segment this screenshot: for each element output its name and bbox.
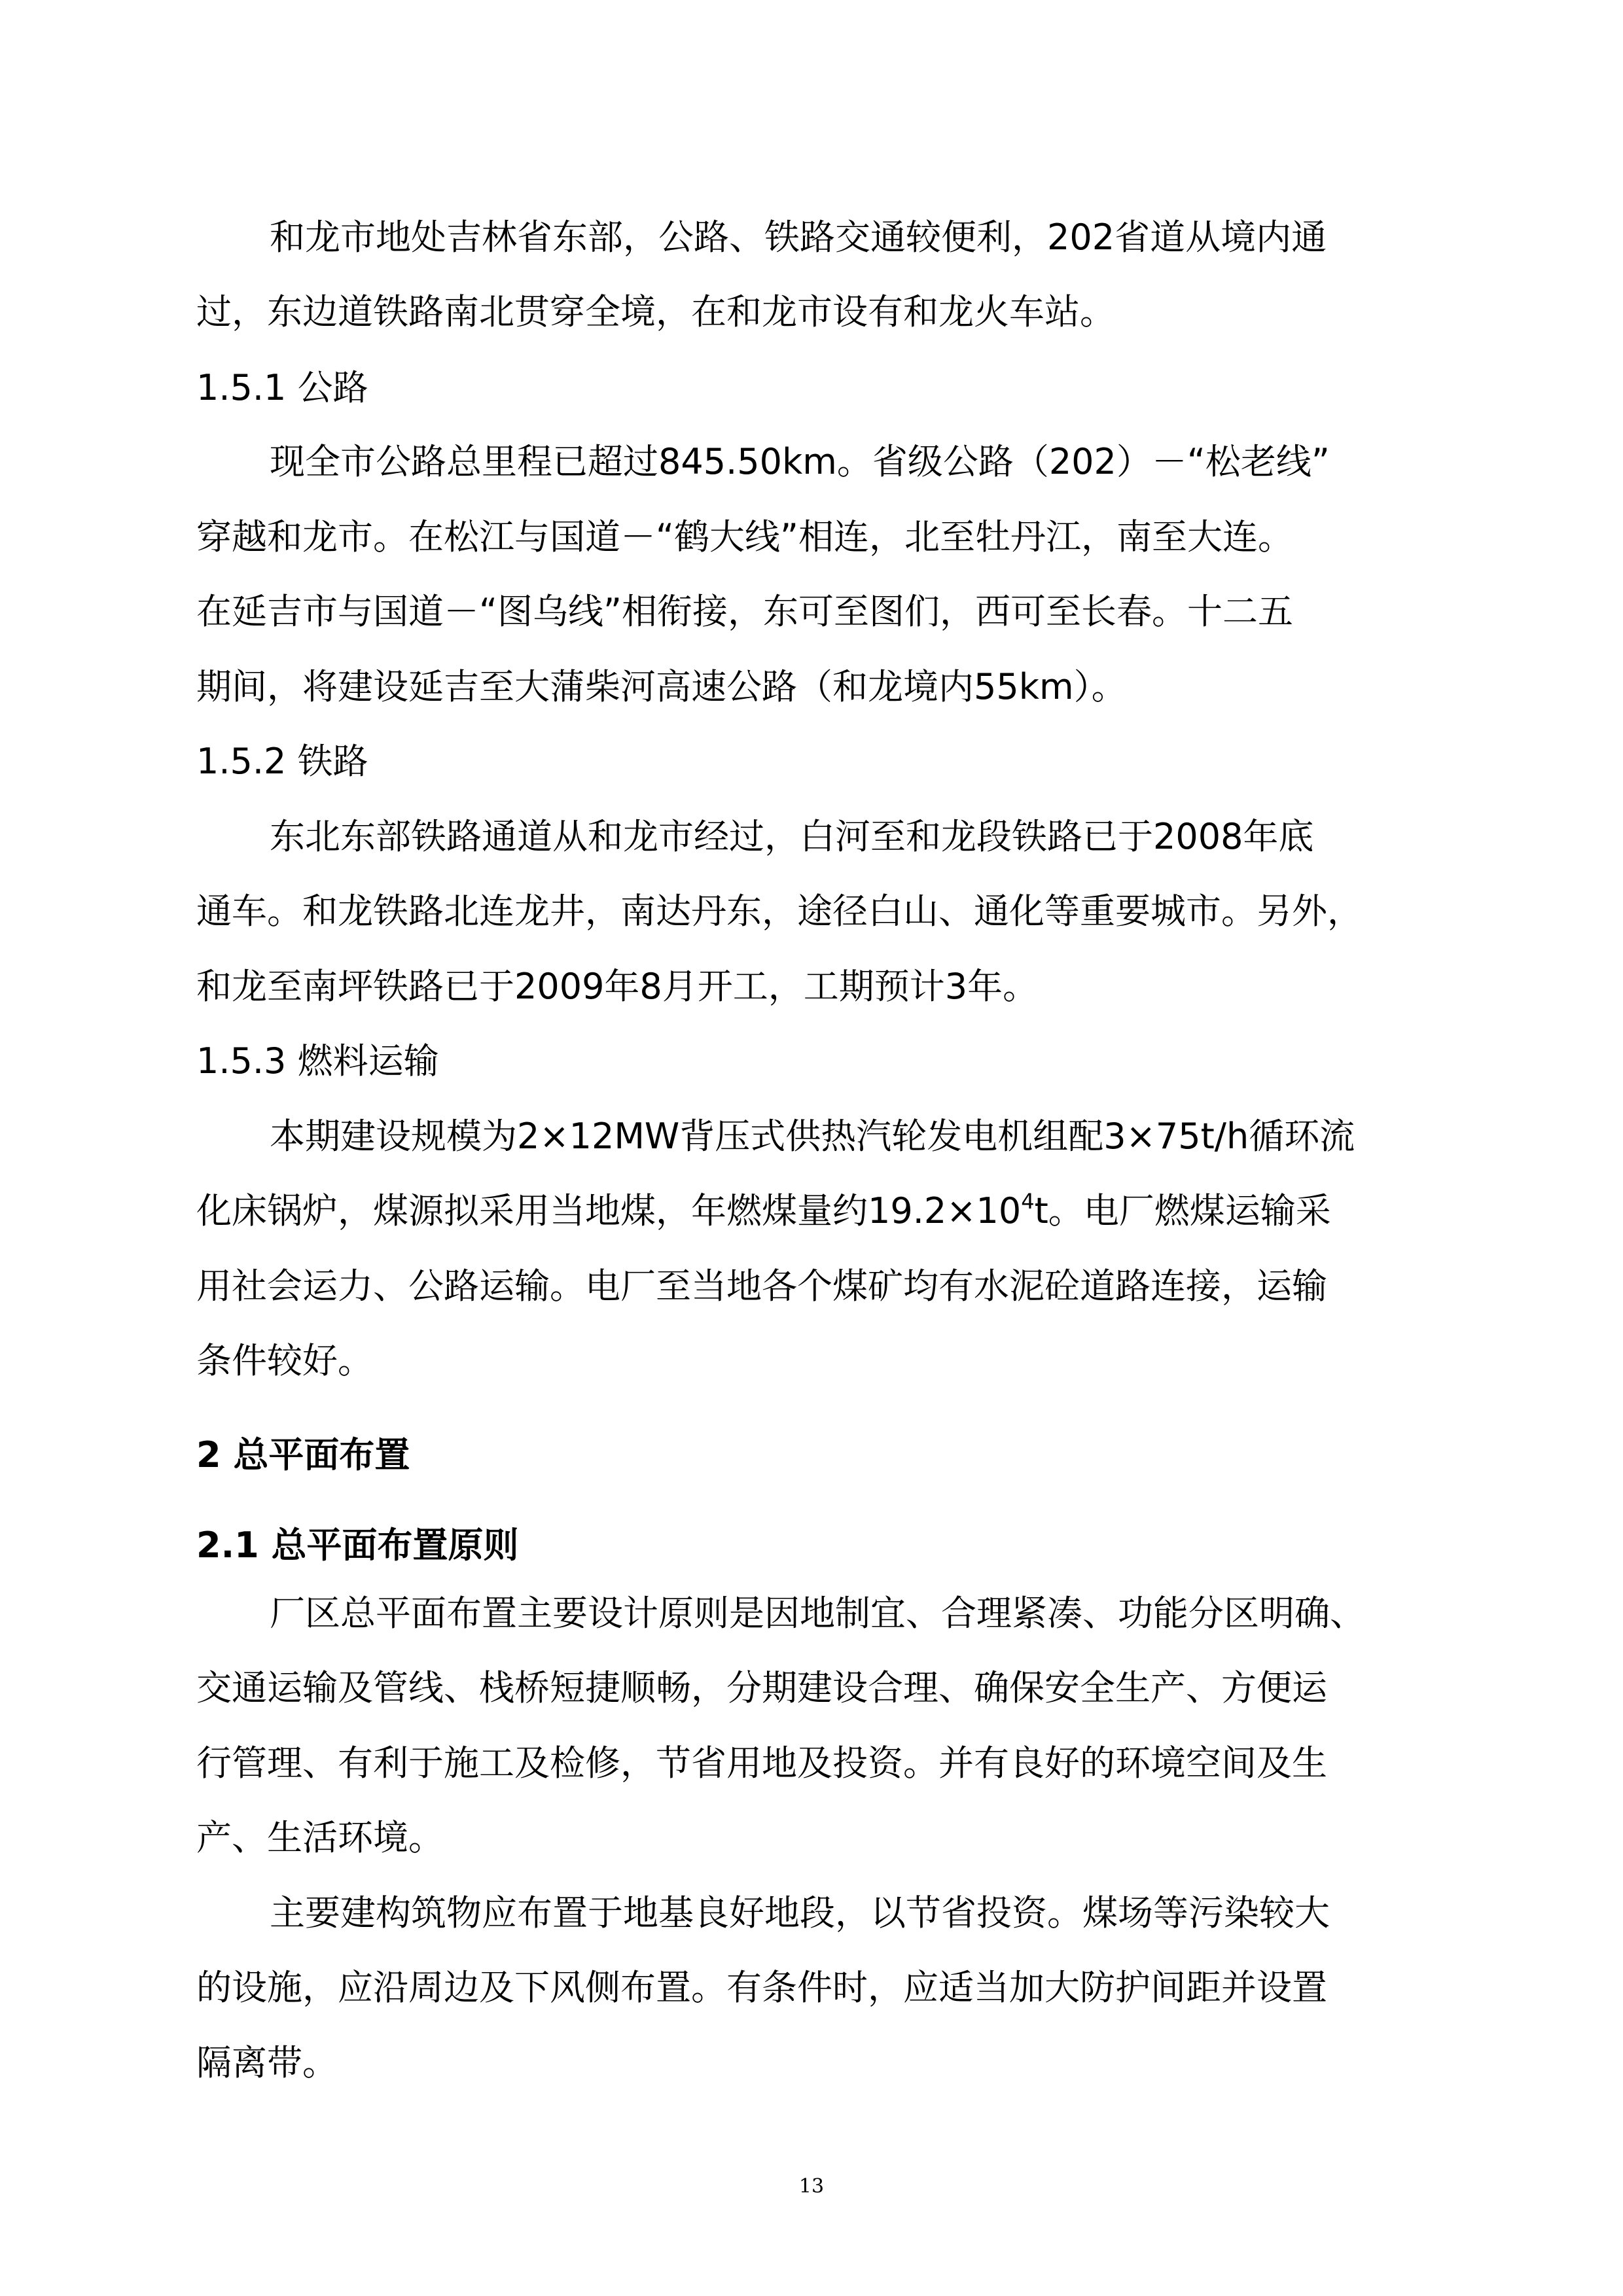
paragraph-line: 在延吉市与国道－“图乌线”相衔接，东可至图们，西可至长春。十二五	[196, 591, 1293, 632]
paragraph-line: 主要建构筑物应布置于地基良好地段，以节省投资。煤场等污染较大	[270, 1892, 1330, 1934]
text-run: 化床锅炉，煤源拟采用当地煤，年燃煤量约19.2×10	[196, 1190, 1022, 1231]
paragraph-line: 现全市公路总里程已超过845.50km。省级公路（202）－“松老线”	[270, 441, 1330, 482]
paragraph-line: 和龙市地处吉林省东部，公路、铁路交通较便利，202省道从境内通	[270, 217, 1327, 258]
paragraph-line: 本期建设规模为2×12MW背压式供热汽轮发电机组配3×75t/h循环流	[270, 1116, 1355, 1157]
section-heading-1-5-2: 1.5.2 铁路	[196, 741, 368, 782]
paragraph-line: 和龙至南坪铁路已于2009年8月开工，工期预计3年。	[196, 966, 1039, 1007]
paragraph-line: 产、生活环境。	[196, 1817, 444, 1858]
paragraph-line: 的设施，应沿周边及下风侧布置。有条件时，应适当加大防护间距并设置	[196, 1967, 1327, 2008]
paragraph-line: 期间，将建设延吉至大蒲柴河高速公路（和龙境内55km）。	[196, 666, 1127, 707]
paragraph-line: 隔离带。	[196, 2042, 338, 2083]
paragraph-line: 通车。和龙铁路北连龙井，南达丹东，途径白山、通化等重要城市。另外，	[196, 891, 1363, 932]
section-heading-1-5-3: 1.5.3 燃料运输	[196, 1040, 439, 1082]
section-heading-2-1: 2.1 总平面布置原则	[196, 1525, 519, 1566]
paragraph-line: 交通运输及管线、栈桥短捷顺畅，分期建设合理、确保安全生产、方便运	[196, 1667, 1327, 1708]
paragraph-line: 用社会运力、公路运输。电厂至当地各个煤矿均有水泥砼道路连接，运输	[196, 1265, 1327, 1307]
document-page	[196, 0, 1427, 2296]
paragraph-line: 行管理、有利于施工及检修，节省用地及投资。并有良好的环境空间及生	[196, 1742, 1327, 1784]
superscript-exponent: 4	[1021, 1189, 1035, 1214]
paragraph-line: 条件较好。	[196, 1340, 373, 1381]
paragraph-line: 厂区总平面布置主要设计原则是因地制宜、合理紧凑、功能分区明确、	[270, 1593, 1365, 1634]
page-number: 13	[798, 2175, 825, 2198]
paragraph-line: 过，东边道铁路南北贯穿全境，在和龙市设有和龙火车站。	[196, 291, 1115, 332]
section-heading-1-5-1: 1.5.1 公路	[196, 367, 368, 408]
paragraph-line: 穿越和龙市。在松江与国道－“鹤大线”相连，北至牡丹江，南至大连。	[196, 516, 1293, 557]
chapter-heading-2: 2 总平面布置	[196, 1434, 410, 1475]
paragraph-line	[196, 1185, 1331, 1237]
text-run: t。电厂燃煤运输采	[1034, 1190, 1331, 1231]
paragraph-line: 东北东部铁路通道从和龙市经过，白河至和龙段铁路已于2008年底	[270, 816, 1314, 857]
